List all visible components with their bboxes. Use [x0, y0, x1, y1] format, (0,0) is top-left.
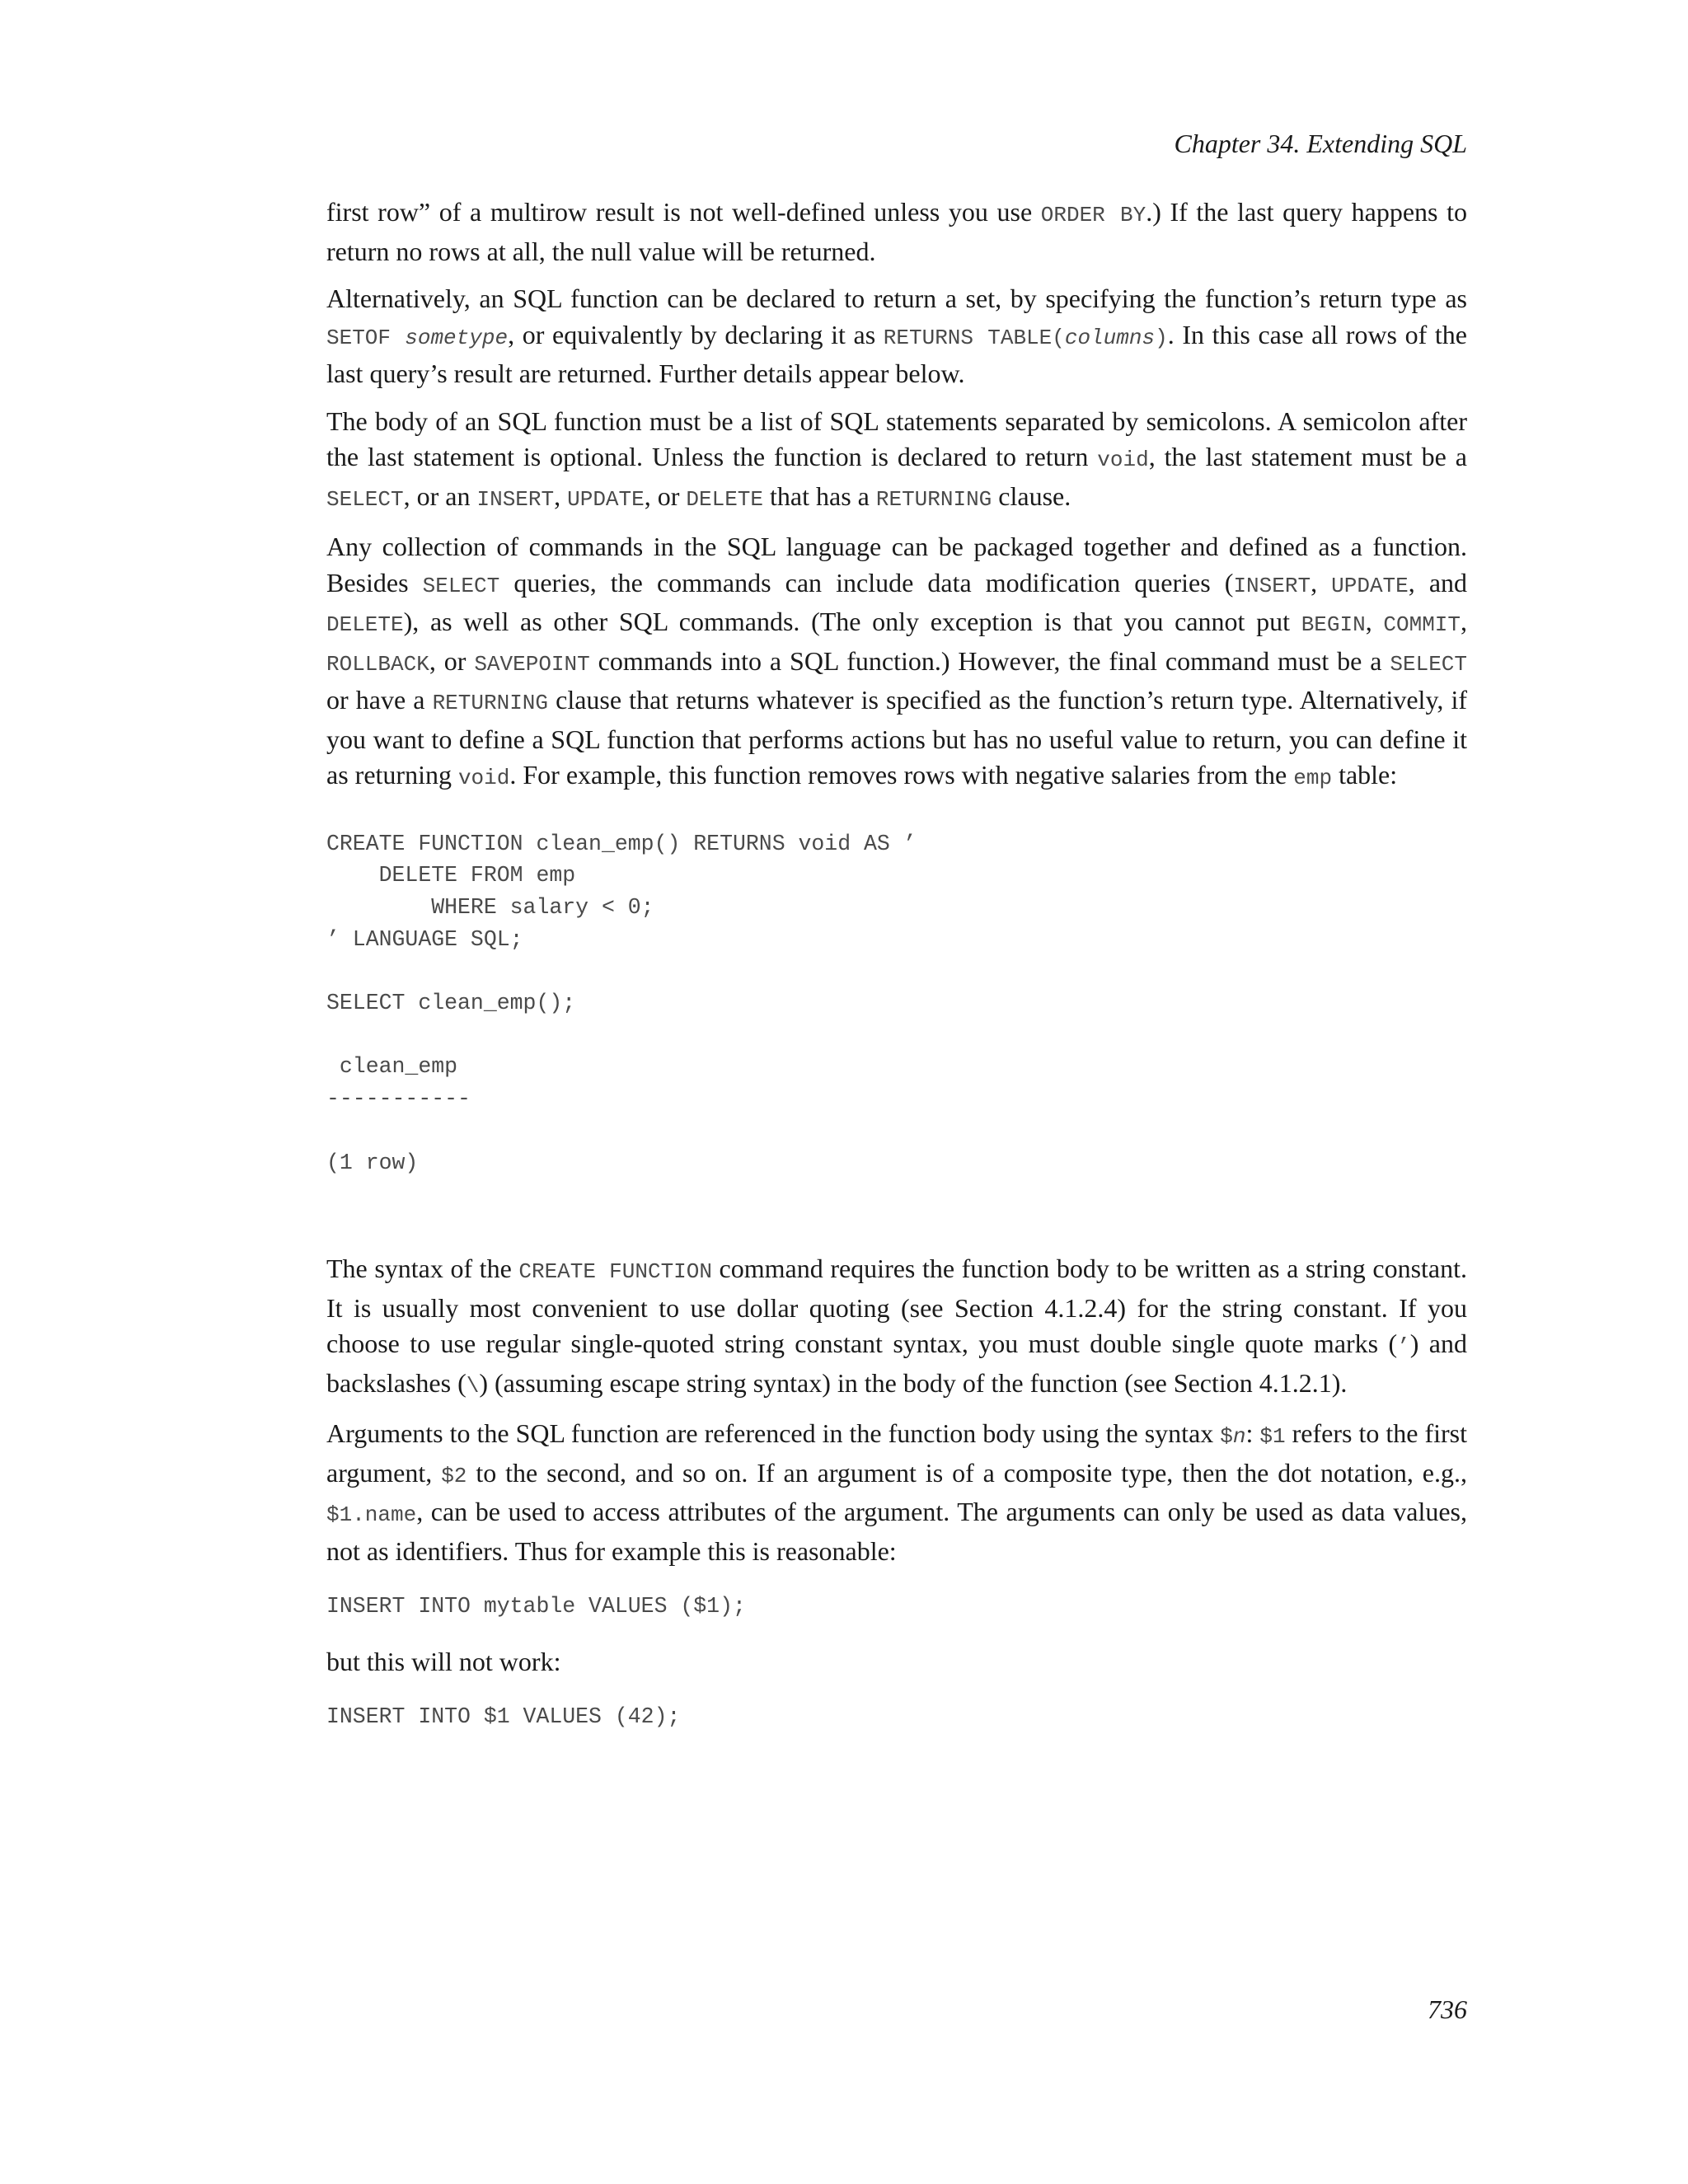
paragraph-2 — [326, 281, 1467, 392]
text: , can be used to access attributes of the argument. The arguments can only be used as data values, not as identifiers. Thus for example this is reasonable: — [326, 1497, 1467, 1566]
code-sometype: sometype — [405, 325, 509, 350]
text: , and — [1408, 567, 1468, 598]
text: , — [1365, 607, 1384, 636]
code-insert: INSERT — [476, 486, 555, 512]
text: , or — [429, 645, 475, 676]
text: command requires the function body to be written as a string constant. It is usually most convenient to use dollar quoting (see Section 4.1.2.4) for the string constant. If you choose to use regular single-quoted string constant syntax, you must double single quote marks ( — [326, 1254, 1468, 1359]
code-n: n — [1232, 1424, 1246, 1450]
code-setof: SETOF — [326, 325, 406, 350]
code-select: SELECT — [422, 573, 500, 598]
page-number: 736 — [1428, 1994, 1467, 2024]
code-example-invalid: INSERT INTO $1 VALUES (42); — [326, 1704, 681, 1730]
text: . For example, this function removes rows with negative salaries from the — [509, 760, 1294, 790]
code-example-clean-emp: CREATE FUNCTION clean_emp() RETURNS void AS ’ DELETE FROM emp WHERE salary < 0; ’ LANGUAGE SQL; SELECT clean_emp(); clean_emp ----------- (1 row) — [326, 831, 917, 1175]
text: : — [1245, 1418, 1260, 1449]
code-emp: emp — [1293, 766, 1333, 790]
code-insert: INSERT — [1233, 573, 1311, 598]
text: but this will not work: — [326, 1646, 561, 1676]
code-order-by: ORDER BY — [1040, 203, 1146, 227]
page-body — [326, 194, 1467, 1755]
code-savepoint: SAVEPOINT — [474, 651, 590, 677]
paragraph-4 — [326, 529, 1467, 797]
running-header: Chapter 34. Extending SQL — [1174, 129, 1467, 158]
text: , or an — [403, 480, 477, 511]
text: , — [1461, 607, 1468, 636]
text: , or — [644, 480, 687, 511]
text: Arguments to the SQL function are referenced in the function body using the syntax — [326, 1418, 1221, 1449]
text: ) and backslashes ( — [326, 1329, 1468, 1398]
text: , — [554, 480, 568, 511]
text: The syntax of the — [326, 1254, 519, 1284]
code-update: UPDATE — [567, 486, 645, 512]
text: , or equivalently by declaring it as — [508, 319, 884, 349]
code-commit: COMMIT — [1383, 612, 1461, 637]
code-columns: columns — [1064, 325, 1156, 350]
paragraph-3 — [326, 404, 1467, 518]
code-void: void — [1097, 448, 1149, 472]
text: that has a — [763, 480, 876, 511]
code-delete: DELETE — [686, 486, 764, 512]
text: The body of an SQL function must be a list of SQL statements separated by semicolons. A semicolon after the last statement is optional. Unless the function is declared to return — [326, 405, 1467, 471]
text: , the last statement must be a — [1148, 442, 1468, 471]
paragraph-6 — [326, 1416, 1467, 1569]
code-select: SELECT — [1390, 651, 1468, 677]
code-returns-table: RETURNS TABLE( — [883, 325, 1065, 350]
text: ) (assuming escape string syntax) in the body of the function (see Section 4.1.2.1). — [479, 1367, 1348, 1398]
code-create-function: CREATE FUNCTION — [518, 1259, 712, 1285]
text: commands into a SQL function.) However, the final command must be a — [589, 645, 1390, 676]
code-select: SELECT — [326, 486, 404, 512]
code-arg2: $2 — [441, 1463, 467, 1488]
code-begin: BEGIN — [1301, 612, 1366, 637]
code-arg1-name: $1.name — [326, 1502, 417, 1528]
text: , — [1311, 567, 1332, 598]
code-arg1: $1 — [1259, 1424, 1286, 1450]
text: refers to the first argument, — [326, 1418, 1468, 1488]
text: .) If the last query happens to return no rows at all, the null value will be returned. — [326, 197, 1467, 266]
paragraph-1 — [326, 194, 1467, 269]
text: or have a — [326, 685, 433, 715]
paragraph-5 — [326, 1251, 1467, 1404]
text: table: — [1332, 760, 1398, 790]
code-backslash: \ — [466, 1373, 480, 1399]
code-dollar: $ — [1220, 1424, 1233, 1450]
text: to the second, and so on. If an argument is of a composite type, then the dot notation, e.g., — [467, 1457, 1468, 1488]
code-update: UPDATE — [1331, 573, 1409, 598]
paragraph-7 — [326, 1644, 1467, 1680]
text: Any collection of commands in the SQL language can be packaged together and defined as a function. Besides — [326, 532, 1467, 598]
code-example-valid: INSERT INTO mytable VALUES ($1); — [326, 1594, 746, 1619]
document-page — [326, 0, 1467, 2184]
code-void: void — [457, 766, 510, 790]
text: queries, the commands can include data modification queries ( — [499, 567, 1234, 598]
text: ), as well as other SQL commands. (The only exception is that you cannot put — [403, 607, 1301, 636]
code-returning: RETURNING — [432, 691, 549, 715]
code-rollback: ROLLBACK — [326, 651, 429, 677]
code-quote: ’ — [1397, 1334, 1410, 1360]
code-returning: RETURNING — [875, 486, 992, 512]
text: . In this case all rows of the last query’s result are returned. Further details appear below. — [326, 319, 1468, 388]
text: Alternatively, an SQL function can be declared to return a set, by specifying the function’s return type as — [326, 284, 1467, 313]
code-delete: DELETE — [326, 612, 404, 637]
text: first row” of a multirow result is not well-defined unless you use — [326, 197, 1041, 227]
text: clause. — [992, 480, 1071, 511]
text: clause that returns whatever is specified as the function’s return type. Alternatively, if you want to define a SQL function that performs actions but has no useful value to return, you can define it as returning — [326, 685, 1468, 790]
code-paren: ) — [1155, 325, 1168, 350]
